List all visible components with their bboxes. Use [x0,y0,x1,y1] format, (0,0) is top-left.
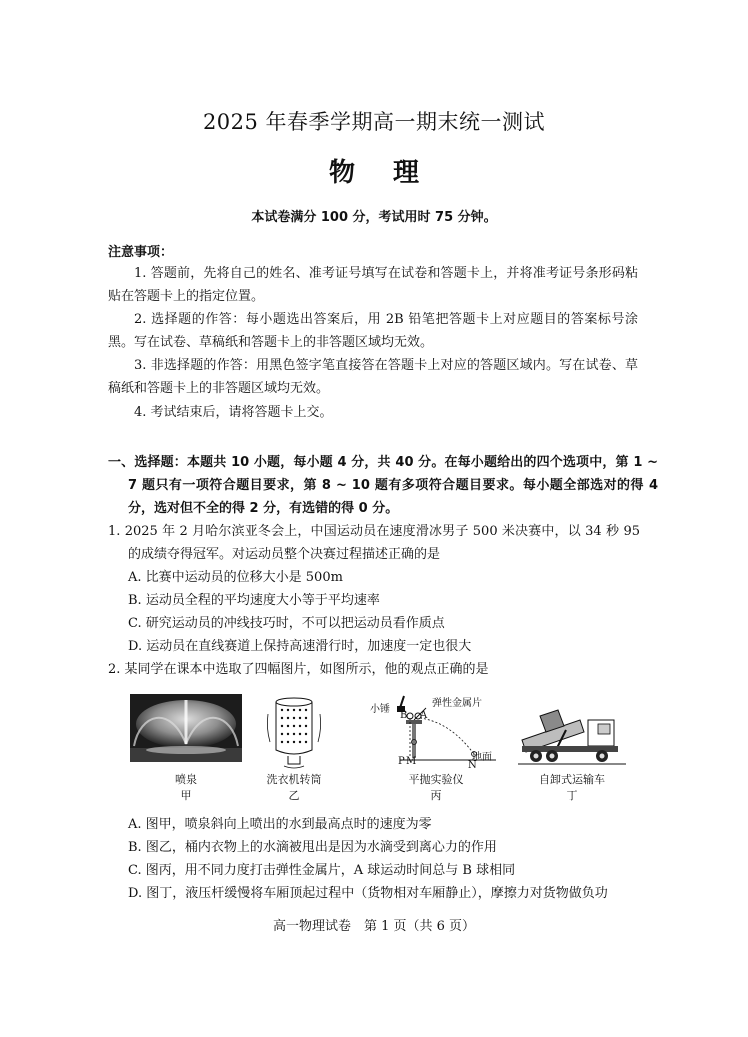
question-1-option-b: B. 运动员全程的平均速度大小等于平均速率 [128,593,380,608]
label-plate: 弹性金属片 [432,698,482,709]
question-1-option-c: C. 研究运动员的冲线技巧时，不可以把运动员看作质点 [128,616,445,631]
exam-info: 本试卷满分 100 分，考试用时 75 分钟。 [251,210,497,225]
figure-4-caption: 自卸式运输车 [539,773,605,786]
figure-1-tag: 甲 [180,789,192,802]
question-2-stem: 2. 某同学在课本中选取了四幅图片，如图所示，他的观点正确的是 [108,662,489,677]
figure-4-tag: 丁 [566,789,578,802]
label-n: N [468,760,477,771]
figure-washing-drum [264,694,324,774]
figure-2-tag: 乙 [288,789,300,802]
subject-title: 物理 [328,158,457,188]
question-2-option-d: D. 图丁，液压杆缓慢将车厢顶起过程中（货物相对车厢静止），摩擦力对货物做负功 [128,886,608,901]
figure-2-caption: 洗衣机转筒 [266,773,322,786]
notice-item-4: 4. 考试结束后，请将答题卡上交。 [134,405,333,420]
figure-1-caption: 喷泉 [175,773,197,786]
question-1-stem: 1. 2025 年 2 月哈尔滨亚冬会上，中国运动员在速度滑冰男子 500 米决赛中，以 34 秒 95 的成绩夺得冠军。对运动员整个决赛过程描述正确的是 [108,524,640,562]
figure-3-tag: 丙 [430,789,442,802]
question-1-option-d: D. 运动员在直线赛道上保持高速滑行时，加速度一定也很大 [128,639,472,654]
question-2-option-b: B. 图乙，桶内衣物上的水滴被甩出是因为水滴受到离心力的作用 [128,840,497,855]
dump-truck-icon [518,694,626,766]
notice-item-1: 1. 答题前，先将自己的姓名、准考证号填写在试卷和答题卡上，并将准考证号条形码粘贴在答题卡上的指定位置。 [108,266,638,304]
question-2 [108,658,640,681]
notice-item-3: 3. 非选择题的作答：用黑色签字笔直接答在答题卡上对应的答题区域内。写在试卷、草稿纸和答题卡上的非答题区域均无效。 [108,358,638,396]
question-2-figures [124,694,624,804]
question-2-option-c: C. 图丙，用不同力度打击弹性金属片，A 球运动时间总与 B 球相同 [128,863,516,878]
page-footer: 高一物理试卷 第 1 页（共 6 页） [272,919,476,934]
fountain-image [130,694,242,762]
washing-drum-icon [264,694,324,770]
label-m: M [406,756,417,767]
figure-fountain [130,694,242,766]
question-2-option-a: A. 图甲，喷泉斜向上喷出的水到最高点时的速度为零 [128,817,432,832]
notice-heading: 注意事项： [108,245,174,260]
figure-projectile-apparatus [370,694,500,772]
label-hammer: 小锤 [370,704,390,715]
label-ground: 地面 [472,752,492,763]
figure-dump-truck [518,694,626,770]
label-a: A [420,710,428,721]
section-instructions: 一、选择题：本题共 10 小题，每小题 4 分，共 40 分。在每小题给出的四个选项中，第 1 ~ 7 题只有一项符合题目要求，第 8 ~ 10 题有多项符合题目要求。每小题全部选对的得 4 分，选对但不全的得 2 分，有选错的得 0 分。 [108,455,658,516]
label-p: P [398,756,405,767]
question-1-option-a: A. 比赛中运动员的位移大小是 500m [128,570,343,585]
notice-item-2: 2. 选择题的作答：每小题选出答案后，用 2B 铅笔把答题卡上对应题目的答案标号涂黑。写在试卷、草稿纸和答题卡上的非答题区域均无效。 [108,312,638,350]
question-1 [108,520,640,658]
label-b: B [400,710,408,721]
question-2-options [108,813,640,905]
exam-title: 2025 年春季学期高一期末统一测试 [202,110,546,134]
figure-3-caption: 平抛实验仪 [408,773,464,786]
